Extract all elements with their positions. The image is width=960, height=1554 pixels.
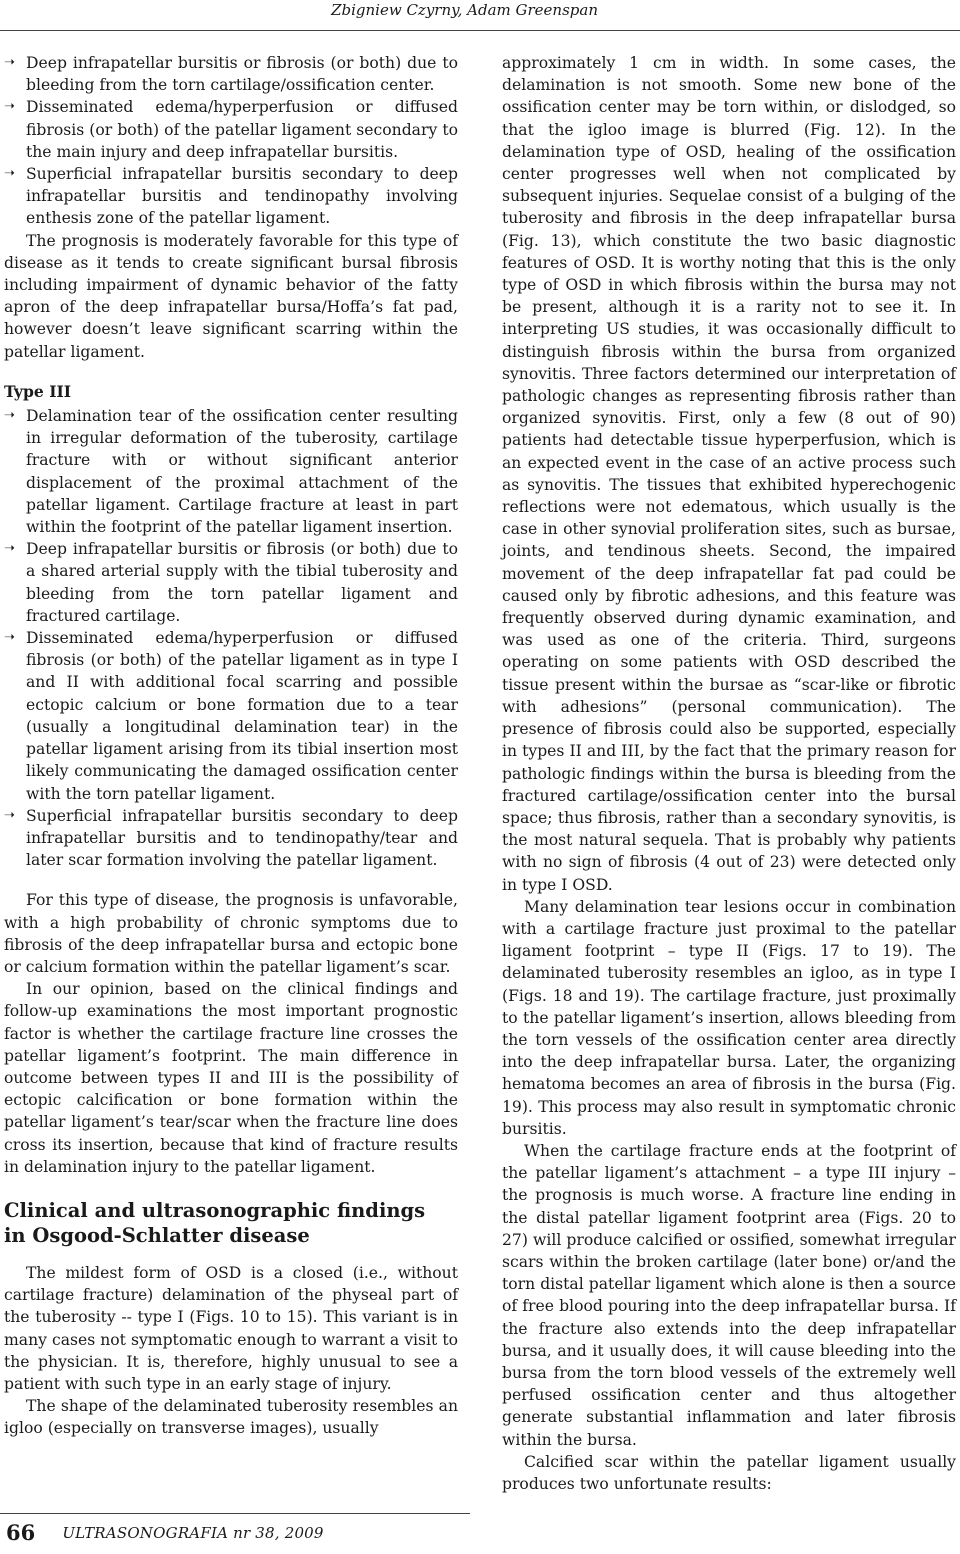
type3-prognosis-paragraph: For this type of disease, the prognosis is unfavorable, with a high probability of chronic symptoms due to fibrosis of the deep infrapatellar bursa and ectopic bone or calcium formation within the patellar ligament’s scar.: [4, 891, 458, 976]
bullet-text: Delamination tear of the ossification center resulting in irregular deformation of the tuberosity, cartilage fracture with or without significant anterior displacement of the proximal attachment of the patellar ligament. Cartilage fracture at least in part within the footprint of the patellar ligament insertion.: [26, 407, 458, 537]
page-footer: [6, 1520, 324, 1554]
bullet-text: Disseminated edema/hyperperfusion or diffused fibrosis (or both) of the patellar ligament as in type I and II with additional focal scarring and possible ectopic calcium or bone formation due to a tear (usually a longitudinal delamination tear) in the patellar ligament arising from its tibial insertion most likely communicating the damaged ossification center with the torn patellar ligament.: [26, 629, 458, 803]
section-title-line2: in Osgood-Schlatter disease: [4, 1223, 310, 1247]
right-paragraph-3: When the cartilage fracture ends at the footprint of the patellar ligament’s attachment – a type III injury – the prognosis is much worse. A fracture line ending in the distal patellar ligament footprint area (Figs. 20 to 27) will produce calcified or ossified, somewhat irregular scars within the broken cartilage (later bone) or/and the torn distal patellar ligament which alone is then a source of free blood pouring into the deep infrapatellar bursa. If the fracture also extends into the deep infrapatellar bursa, and it usually does, it will cause bleeding into the bursa from the torn blood vessels of the extremely well perfused ossification center and thus altogether generate substantial inflammation and later fibrosis within the bursa.: [502, 1141, 956, 1449]
section-title-line1: Clinical and ultrasonographic findings: [4, 1198, 426, 1222]
right-column: [502, 52, 956, 1495]
type2-prognosis-paragraph: The prognosis is moderately favorable for this type of disease as it tends to create significant bursal fibrosis including impairment of dynamic behavior of the fatty apron of the deep infrapatellar bursa/Hoffa’s fat pad, however doesn’t leave significant scarring within the patellar ligament.: [4, 231, 458, 361]
findings-paragraph-2: The shape of the delaminated tuberosity resembles an igloo (especially on transverse images), usually: [4, 1397, 458, 1438]
left-column: [4, 52, 458, 1440]
bullet-item: [4, 538, 458, 627]
arrow-right-icon: ➝: [4, 408, 15, 424]
arrow-right-icon: ➝: [4, 166, 15, 182]
arrow-right-icon: ➝: [4, 99, 15, 115]
running-header: [0, 0, 960, 31]
bullet-text: Disseminated edema/hyperperfusion or diffused fibrosis (or both) of the patellar ligament secondary to the main injury and deep infrapatellar bursitis.: [26, 98, 458, 161]
right-paragraph-4: Calcified scar within the patellar ligament usually produces two unfortunate results:: [502, 1452, 956, 1493]
opinion-paragraph: In our opinion, based on the clinical findings and follow-up examinations the most important prognostic factor is whether the cartilage fracture line crosses the patellar ligament’s footprint. The main difference in outcome between types II and III is the possibility of ectopic calcification or bone formation within the patellar ligament’s tear/scar when the fracture line does cross its insertion, because that kind of fracture results in delamination injury to the patellar ligament.: [4, 980, 458, 1176]
section-title: [4, 1198, 458, 1248]
bullet-text: Deep infrapatellar bursitis or fibrosis (or both) due to a shared arterial supply with the tibial tuberosity and bleeding from the torn patellar ligament and fractured cartilage.: [26, 540, 458, 625]
arrow-right-icon: ➝: [4, 630, 15, 646]
arrow-right-icon: ➝: [4, 807, 15, 823]
right-paragraph-1: approximately 1 cm in width. In some cases, the delamination is not smooth. Some new bone of the ossification center may be torn within, or dislodged, so that the igloo image is blurred (Fig. 12). In the delamination type of OSD, healing of the ossification center progresses well when not complicated by subsequent injuries. Sequelae consist of a bulging of the tuberosity and fibrosis in the deep infrapatellar bursa (Fig. 13), which constitute the two basic diagnostic features of OSD. It is worthy noting that this is the only type of OSD in which fibrosis within the bursa may not be present, although it is a rarity not to see it. In interpreting US studies, it was occasionally difficult to distinguish fibrosis within the bursa from organized synovitis. Three factors determined our interpretation of pathologic changes as representing fibrosis rather than organized synovitis. First, only a few (8 out of 90) patients had detectable tissue hyperperfusion, which is an expected event in the case of an active process such as synovitis. The tissues that exhibited hyperechogenic reflections were not edematous, which usually is the case in other synovial proliferation sites, such as bursae, joints, and tendinous sheets. Second, the impaired movement of the deep infrapatellar fat pad could be caused only by fibrotic adhesions, and this feature was frequently observed during dynamic examination, and was used as one of the criteria. Third, surgeons operating on some patients with OSD described the tissue present within the bursae as “scar-like or fibrotic with adhesions” (personal communication). The presence of fibrosis could also be supported, especially in types II and III, by the fact that the primary reason for pathologic findings within the bursa is bleeding from the fractured cartilage/ossification center into the bursal space; thus fibrosis, rather than a secondary synovitis, is the most natural sequela. That is probably why patients with no sign of fibrosis (4 out of 23) were detected only in type I OSD.: [502, 54, 956, 894]
header-authors: Zbigniew Czyrny, Adam Greenspan: [331, 1, 598, 19]
type3-heading: Type III: [4, 381, 72, 401]
findings-paragraph-1: The mildest form of OSD is a closed (i.e., without cartilage fracture) delamination of the physeal part of the tuberosity -- type I (Figs. 10 to 15). This variant is in many cases not symptomatic enough to warrant a visit to the physician. It is, therefore, highly unusual to see a patient with such type in an early stage of injury.: [4, 1263, 458, 1393]
page-number: 66: [6, 1520, 36, 1545]
bullet-item: [4, 805, 458, 872]
bullet-item: [4, 627, 458, 805]
arrow-right-icon: ➝: [4, 541, 15, 557]
bullet-text: Deep infrapatellar bursitis or fibrosis (or both) due to bleeding from the torn cartilage/ossification center.: [26, 54, 458, 95]
right-paragraph-2: Many delamination tear lesions occur in combination with a cartilage fracture just proximal to the patellar ligament footprint – type II (Figs. 17 to 19). The delaminated tuberosity resembles an igloo, as in type I (Figs. 18 and 19). The cartilage fracture, just proximally to the patellar ligament’s insertion, allows bleeding from the torn vessels of the ossification center area directly into the deep infrapatellar bursa. Later, the organizing hematoma becomes an area of fibrosis in the bursa (Fig. 19). This process may also result in symptomatic chronic bursitis.: [502, 897, 956, 1138]
bullet-item: [4, 405, 458, 538]
bullet-item: [4, 96, 458, 163]
bullet-text: Superficial infrapatellar bursitis secondary to deep infrapatellar bursitis and tendinopathy involving enthesis zone of the patellar ligament.: [26, 165, 458, 228]
journal-name: ULTRASONOGRAFIA nr 38, 2009: [62, 1523, 324, 1542]
bullet-text: Superficial infrapatellar bursitis secondary to deep infrapatellar bursitis and to tendinopathy/tear and later scar formation involving the patellar ligament.: [26, 806, 458, 870]
bullet-item: [4, 163, 458, 230]
bullet-item: [4, 52, 458, 96]
arrow-right-icon: ➝: [4, 55, 15, 70]
footer-rule: [0, 1513, 470, 1514]
